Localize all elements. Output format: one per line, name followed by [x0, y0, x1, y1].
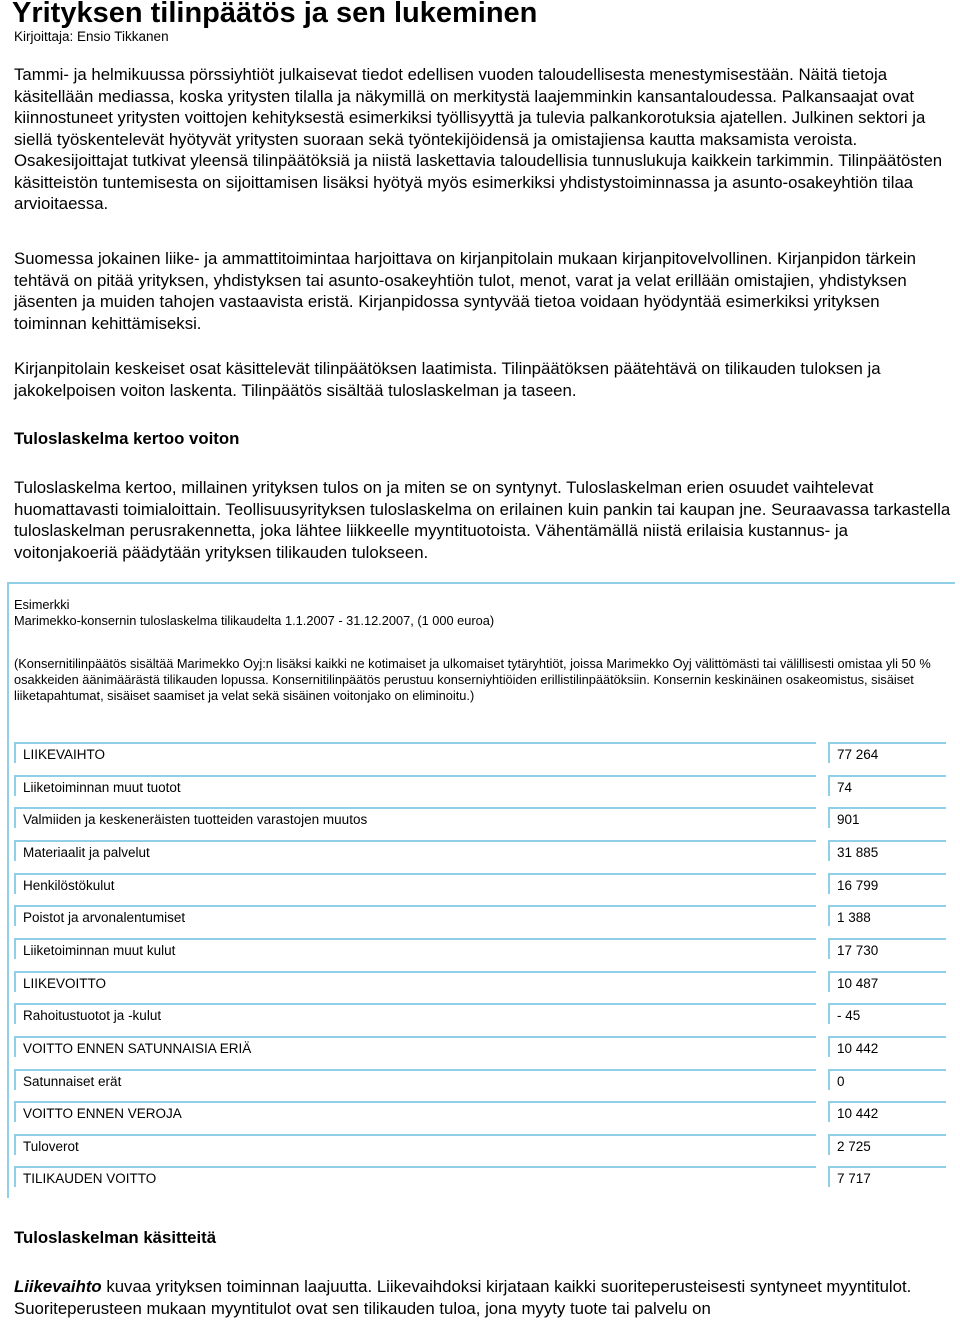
paragraph-liikevaihto [14, 1276, 954, 1319]
row-label: LIIKEVAIHTO [14, 742, 816, 763]
table-row [14, 1134, 946, 1155]
row-value: 2 725 [828, 1134, 946, 1155]
row-value: 901 [828, 807, 946, 828]
row-value: 10 487 [828, 971, 946, 992]
row-value: 16 799 [828, 873, 946, 894]
row-value: 7 717 [828, 1166, 946, 1187]
paragraph-intro: Tammi- ja helmikuussa pörssiyhtiöt julkaisevat tiedot edellisen vuoden taloudellisesta menestymisestään. Näitä tietoja käsitellään mediassa, koska yritysten tilalla ja näkymillä on merkitystä laajemminkin kansantaloudessa. Palkansaajat ovat kiinnostuneet yritysten voittojen kehityksestä esimerkiksi työllisyyttä ja tulevia palkankorotuksia ajatellen. Julkinen sektori ja siellä työskentelevät hyötyvät yritysten suoraan sekä työntekijöidensä ja omistajiensa kautta maksamista veroista. Osakesijoittajat tutkivat yleensä tilinpäätöksiä ja niistä laskettavia taloudellisia tunnuslukuja kaikkein tarkimmin. Tilinpäätösten käsitteistön tuntemisesta on sijoittamisen lisäksi hyötyä myös esimerkiksi yhdistystoiminnassa ja asunto-osakeyhtiön tilaa arvioitaessa. [14, 65, 943, 213]
row-label: Liiketoiminnan muut kulut [14, 938, 816, 959]
table-row [14, 840, 946, 861]
table-row [14, 807, 946, 828]
row-label: Valmiiden ja keskeneräisten tuotteiden varastojen muutos [14, 807, 816, 828]
paragraph-accounting-law: Suomessa jokainen liike- ja ammattitoimintaa harjoittava on kirjanpitolain mukaan kirjanpitovelvollinen. Kirjanpidon tärkein tehtävä on pitää yrityksen, yhdistyksen tai asunto-osakeyhtiön tulot, menot, varat ja velat erillään omistajien, yhdistyksen jäsenten ja muiden tahojen vastaavista eristä. Kirjanpidossa syntyvää tietoa voidaan hyödyntää esimerkiksi yrityksen toiminnan kehittämiseksi. [14, 249, 916, 333]
row-label: Liiketoiminnan muut tuotot [14, 775, 816, 796]
row-value: 0 [828, 1069, 946, 1090]
table-row [14, 1036, 946, 1057]
row-label: Tuloverot [14, 1134, 816, 1155]
row-value: 17 730 [828, 938, 946, 959]
table-row [14, 873, 946, 894]
row-label: LIIKEVOITTO [14, 971, 816, 992]
paragraph-financial-statement: Kirjanpitolain keskeiset osat käsittelevät tilinpäätöksen laatimista. Tilinpäätöksen päätehtävä on tilikauden tuloksen ja jakokelpoisen voiton laskenta. Tilinpäätös sisältää tuloslaskelman ja taseen. [14, 359, 881, 400]
table-row [14, 775, 946, 796]
row-value: 31 885 [828, 840, 946, 861]
table-row [14, 938, 946, 959]
page-title: Yrityksen tilinpäätös ja sen lukeminen [12, 0, 538, 29]
table-row [14, 1166, 946, 1187]
table-row [14, 1069, 946, 1090]
table-row [14, 1003, 946, 1024]
row-value: 1 388 [828, 905, 946, 926]
example-caption: Marimekko-konsernin tuloslaskelma tilikaudelta 1.1.2007 - 31.12.2007, (1 000 euroa) [14, 613, 495, 628]
row-value: 10 442 [828, 1036, 946, 1057]
row-label: Henkilöstökulut [14, 873, 816, 894]
author-line: Kirjoittaja: Ensio Tikkanen [14, 29, 169, 44]
row-value: - 45 [828, 1003, 946, 1024]
paragraph-income-statement: Tuloslaskelma kertoo, millainen yrityksen tulos on ja miten se on syntynyt. Tuloslaskelman erien osuudet vaihtelevat huomattavasti toimialoittain. Teollisuusyrityksen tuloslaskelma on erilainen kuin pankin tai kaupan jne. Seuraavassa tarkastella tuloslaskelman perusrakennetta, joka lähtee liikkeelle myyntituotoista. Vähentämällä niistä erilaisia kustannus- ja voitonjakoeriä päädytään yrityksen tilikauden tulokseen. [14, 478, 951, 562]
row-label: Rahoitustuotot ja -kulut [14, 1003, 816, 1024]
row-value: 74 [828, 775, 946, 796]
row-label: Materiaalit ja palvelut [14, 840, 816, 861]
example-note: (Konsernitilinpäätös sisältää Marimekko Oyj:n lisäksi kaikki ne kotimaiset ja ulkomaiset tytäryhtiöt, joissa Marimekko Oyj välittömästi tai välillisesti omistaa yli 50 % osakkeiden äänimäärästä tilikauden lopussa. Konsernitilinpäätös perustuu konserniyhtiöiden erillistilinpäätöksiin. Konsernin keskinäinen osakeomistus, sisäiset liiketapahtumat, sisäiset saamiset ja velat sekä sisäinen voitonjako on eliminoitu.) [14, 656, 931, 704]
row-value: 10 442 [828, 1101, 946, 1122]
section-heading-concepts: Tuloslaskelman käsitteitä [14, 1228, 217, 1247]
row-label: VOITTO ENNEN SATUNNAISIA ERIÄ [14, 1036, 816, 1057]
row-value: 77 264 [828, 742, 946, 763]
section-heading-income-statement: Tuloslaskelma kertoo voiton [14, 429, 240, 448]
row-label: TILIKAUDEN VOITTO [14, 1166, 816, 1187]
term-liikevaihto: Liikevaihto [14, 1277, 102, 1296]
table-row [14, 1101, 946, 1122]
row-label: VOITTO ENNEN VEROJA [14, 1101, 816, 1122]
table-row [14, 905, 946, 926]
table-row [14, 742, 946, 763]
row-label: Poistot ja arvonalentumiset [14, 905, 816, 926]
table-row [14, 971, 946, 992]
paragraph-liikevaihto-text: kuvaa yrityksen toiminnan laajuutta. Liikevaihdoksi kirjataan kaikki suoriteperusteisesti syntyneet myyntitulot. Suoriteperusteen mukaan myyntitulot ovat sen tilikauden tuloa, jona myyty tuote tai palvelu on [14, 1277, 912, 1318]
row-label: Satunnaiset erät [14, 1069, 816, 1090]
example-label: Esimerkki [14, 597, 70, 612]
